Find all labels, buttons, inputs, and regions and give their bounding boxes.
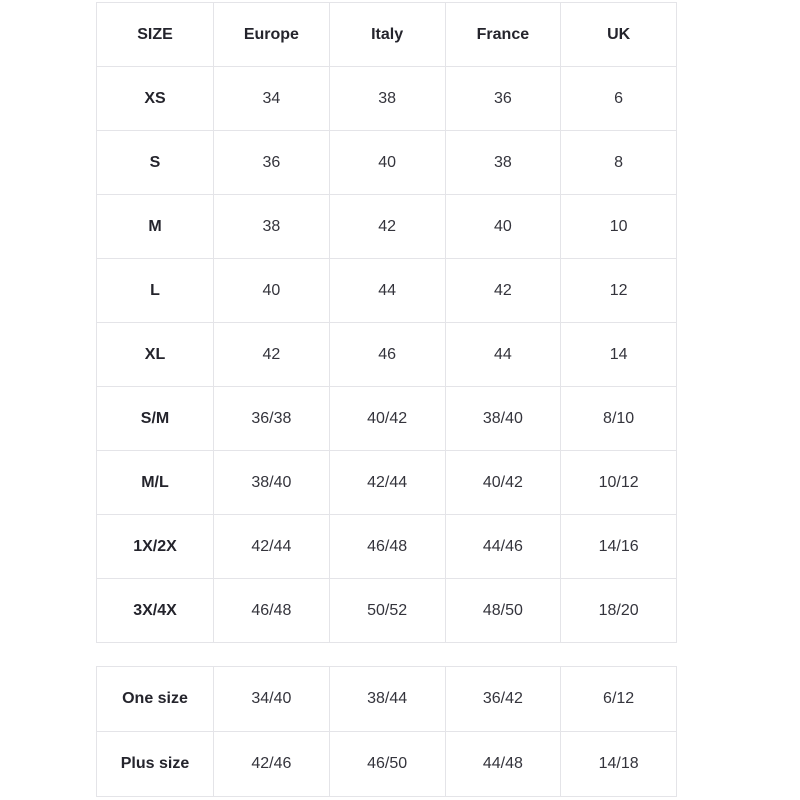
row-label: 3X/4X [97,579,214,643]
cell-italy: 40 [329,131,445,195]
table-row [97,67,677,131]
cell-france: 42 [445,259,561,323]
cell-uk: 14/16 [561,515,677,579]
cell-europe: 34/40 [214,667,330,732]
row-label: XL [97,323,214,387]
cell-italy: 46/48 [329,515,445,579]
cell-uk: 8/10 [561,387,677,451]
column-header-europe: Europe [214,3,330,67]
secondary-size-table [96,666,677,797]
cell-france: 38/40 [445,387,561,451]
cell-europe: 42/44 [214,515,330,579]
column-header-size: SIZE [97,3,214,67]
cell-france: 36 [445,67,561,131]
cell-uk: 6/12 [561,667,677,732]
cell-france: 40 [445,195,561,259]
cell-italy: 46/50 [329,732,445,797]
row-label: Plus size [97,732,214,797]
cell-france: 48/50 [445,579,561,643]
row-label: One size [97,667,214,732]
cell-uk: 10/12 [561,451,677,515]
table-row [97,387,677,451]
cell-france: 38 [445,131,561,195]
cell-france: 44 [445,323,561,387]
table-body [97,67,677,643]
cell-uk: 10 [561,195,677,259]
cell-europe: 42 [214,323,330,387]
column-header-italy: Italy [329,3,445,67]
table-row [97,195,677,259]
cell-europe: 46/48 [214,579,330,643]
cell-france: 36/42 [445,667,561,732]
table-row [97,131,677,195]
cell-italy: 50/52 [329,579,445,643]
table-row [97,579,677,643]
row-label: XS [97,67,214,131]
cell-uk: 8 [561,131,677,195]
cell-france: 44/48 [445,732,561,797]
row-label: L [97,259,214,323]
cell-uk: 6 [561,67,677,131]
cell-europe: 36 [214,131,330,195]
cell-europe: 42/46 [214,732,330,797]
column-header-uk: UK [561,3,677,67]
row-label: M [97,195,214,259]
cell-europe: 34 [214,67,330,131]
table-row [97,732,677,797]
table-row [97,515,677,579]
table-header-row [97,3,677,67]
cell-italy: 38/44 [329,667,445,732]
cell-italy: 38 [329,67,445,131]
row-label: 1X/2X [97,515,214,579]
cell-italy: 42/44 [329,451,445,515]
cell-uk: 12 [561,259,677,323]
cell-uk: 18/20 [561,579,677,643]
secondary-size-table-container [96,666,676,797]
cell-europe: 38/40 [214,451,330,515]
cell-italy: 40/42 [329,387,445,451]
cell-europe: 36/38 [214,387,330,451]
table-body [97,667,677,797]
cell-uk: 14/18 [561,732,677,797]
table-row [97,667,677,732]
cell-europe: 40 [214,259,330,323]
row-label: M/L [97,451,214,515]
cell-italy: 42 [329,195,445,259]
cell-france: 40/42 [445,451,561,515]
primary-size-table [96,2,677,643]
table-header [97,3,677,67]
cell-italy: 46 [329,323,445,387]
table-row [97,259,677,323]
cell-france: 44/46 [445,515,561,579]
column-header-france: France [445,3,561,67]
cell-uk: 14 [561,323,677,387]
row-label: S [97,131,214,195]
table-row [97,323,677,387]
row-label: S/M [97,387,214,451]
primary-size-table-container [96,2,676,643]
table-row [97,451,677,515]
cell-europe: 38 [214,195,330,259]
cell-italy: 44 [329,259,445,323]
